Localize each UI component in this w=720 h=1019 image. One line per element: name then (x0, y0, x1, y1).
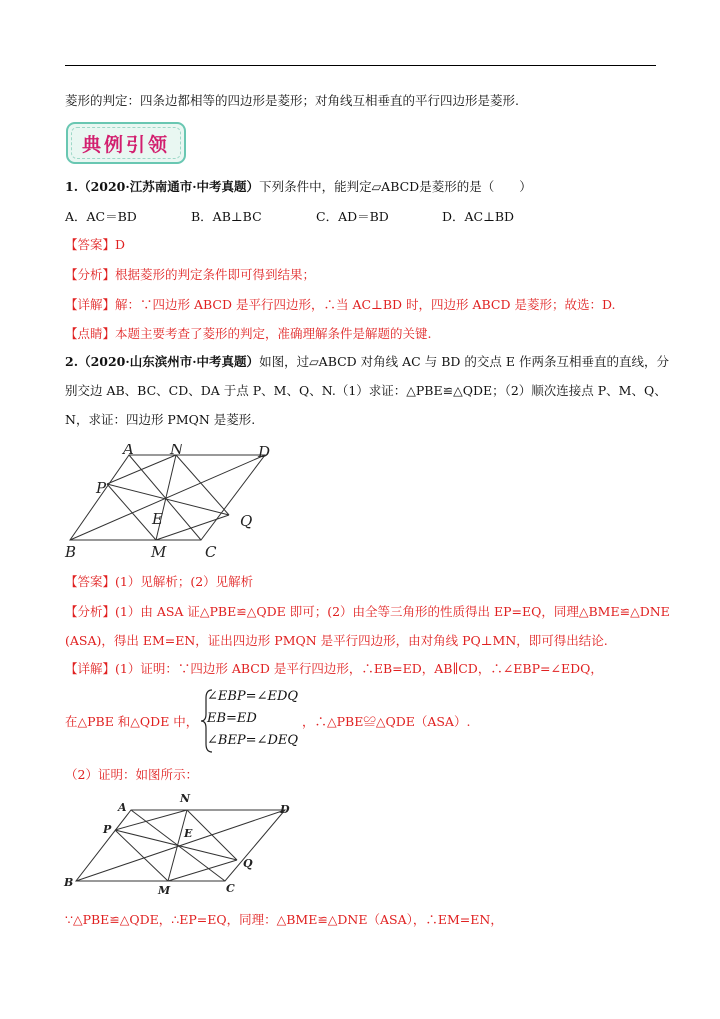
q1-option-c: C．AD＝BD (316, 209, 389, 224)
q1-detail: 解：∵四边形 ABCD 是平行四边形，∴当 AC⊥BD 时，四边形 ABCD 是菱形；故选：D. (115, 297, 616, 312)
label-m-2: M (158, 884, 171, 897)
q1-comment-tag: 【点睛】 (65, 326, 116, 341)
q2-answer: (1）见解析；(2）见解析 (115, 574, 254, 589)
label-q-2: Q (243, 857, 253, 870)
q1-comment-line (65, 325, 432, 343)
q2-stem-1: 如图，过▱ABCD 对角线 AC 与 BD 的交点 E 作两条互相垂直的直线，分 (259, 354, 669, 369)
q1-analysis-tag: 【分析】 (65, 267, 116, 282)
q1-answer-line (65, 236, 125, 254)
label-q: Q (240, 512, 253, 530)
q2-part2-line: （2）证明：如图所示： (65, 767, 198, 782)
q2-detail-tag: 【详解】 (65, 661, 116, 676)
label-m: M (151, 543, 167, 561)
label-e: E (152, 510, 163, 528)
q2-stem-line-1 (65, 353, 669, 371)
side-pm-2 (115, 830, 168, 881)
q2-source: （2020·山东滨州市·中考真题） (78, 354, 260, 369)
q2-detail-1: (1）证明：∵四边形 ABCD 是平行四边形，∴EB=ED，AB∥CD，∴∠EBP=∠EDQ， (115, 661, 603, 676)
side-pm (107, 484, 156, 540)
q2-answer-tag: 【答案】 (65, 574, 116, 589)
side-qn-2 (187, 810, 237, 860)
q1-analysis: 根据菱形的判定条件即可得到结果； (115, 267, 316, 282)
label-e-2: E (184, 827, 193, 840)
q1-comment: 本题主要考查了菱形的判定，准确理解条件是解题的关键. (115, 326, 432, 341)
q2-analysis-tag: 【分析】 (65, 604, 116, 619)
side-qn (176, 455, 229, 515)
q2-analysis-line-1 (65, 603, 670, 621)
q2-figure-1 (60, 444, 290, 562)
header-rule (65, 65, 656, 66)
label-b-2: B (64, 876, 74, 889)
label-a-2: A (118, 801, 127, 814)
q2-detail-line-1 (65, 660, 603, 678)
label-a: A (123, 444, 134, 458)
q2-final-line: ∵△PBE≌△QDE，∴EP=EQ，同理：△BME≌△DNE（ASA），∴EM=EN， (65, 912, 503, 927)
diagonal-bd-2 (76, 810, 285, 881)
q1-detail-tag: 【详解】 (65, 297, 116, 312)
label-c: C (205, 543, 217, 561)
q2-figure-2 (60, 790, 296, 898)
system-eq-3: ∠BEP=∠DEQ (207, 733, 299, 748)
q1-answer: D (115, 237, 126, 252)
q1-option-a: A．AC＝BD (65, 209, 137, 224)
q1-option-b: B．AB⊥BC (191, 209, 262, 224)
q2-stem-line-3: N，求证：四边形 PMQN 是菱形. (65, 412, 256, 427)
label-d-2: D (280, 803, 290, 816)
side-qm (156, 515, 229, 540)
q1-detail-line (65, 296, 616, 314)
section-badge (66, 122, 186, 164)
label-c-2: C (226, 882, 235, 895)
side-qm-2 (168, 860, 237, 881)
q2-analysis-1: (1）由 ASA 证△PBE≌△QDE 即可；(2）由全等三角形的性质得出 EP=EQ，同理△BME≌△DNE (115, 604, 670, 619)
side-pn (107, 455, 176, 484)
q2-stem-line-2: 别交边 AB、BC、CD、DA 于点 P、M、Q、N.（1）求证：△PBE≌△QDE；（2）顺次连接点 P、M、Q、 (65, 383, 667, 398)
label-p: P (96, 479, 107, 497)
badge-title: 典例引领 (81, 134, 170, 156)
q1-answer-tag: 【答案】 (65, 237, 116, 252)
q2-analysis-line-2: (ASA)，得出 EM=EN，证出四边形 PMQN 是平行四边形，由对角线 PQ⊥MN，即可得出结论. (65, 633, 608, 648)
system-eq-1: ∠EBP=∠EDQ (207, 689, 299, 704)
q1-option-d: D．AC⊥BD (442, 209, 515, 224)
label-p-2: P (103, 823, 112, 836)
label-n-2: N (180, 792, 191, 805)
label-b: B (65, 543, 77, 561)
q1-source: （2020·江苏南通市·中考真题） (78, 179, 260, 194)
q1-stem-line (65, 178, 532, 196)
line-pq-2 (115, 830, 237, 860)
q1-stem: 下列条件中，能判定▱ABCD是菱形的是（ ） (259, 179, 532, 194)
q1-analysis-line (65, 266, 315, 284)
diagonal-ac (129, 455, 201, 540)
q2-answer-line (65, 573, 253, 591)
q2-detail-line-2-suffix: ，∴△PBE≌△QDE（ASA）. (302, 714, 471, 729)
q1-number: 1. (65, 179, 79, 194)
header-text: 菱形的判定：四条边都相等的四边形是菱形；对角线互相垂直的平行四边形是菱形. (65, 93, 519, 108)
label-n: N (170, 444, 184, 458)
q2-number: 2. (65, 354, 79, 369)
label-d: D (258, 444, 271, 461)
q2-detail-line-2-prefix: 在△PBE 和△QDE 中， (65, 714, 199, 729)
system-eq-2: EB=ED (207, 711, 257, 726)
